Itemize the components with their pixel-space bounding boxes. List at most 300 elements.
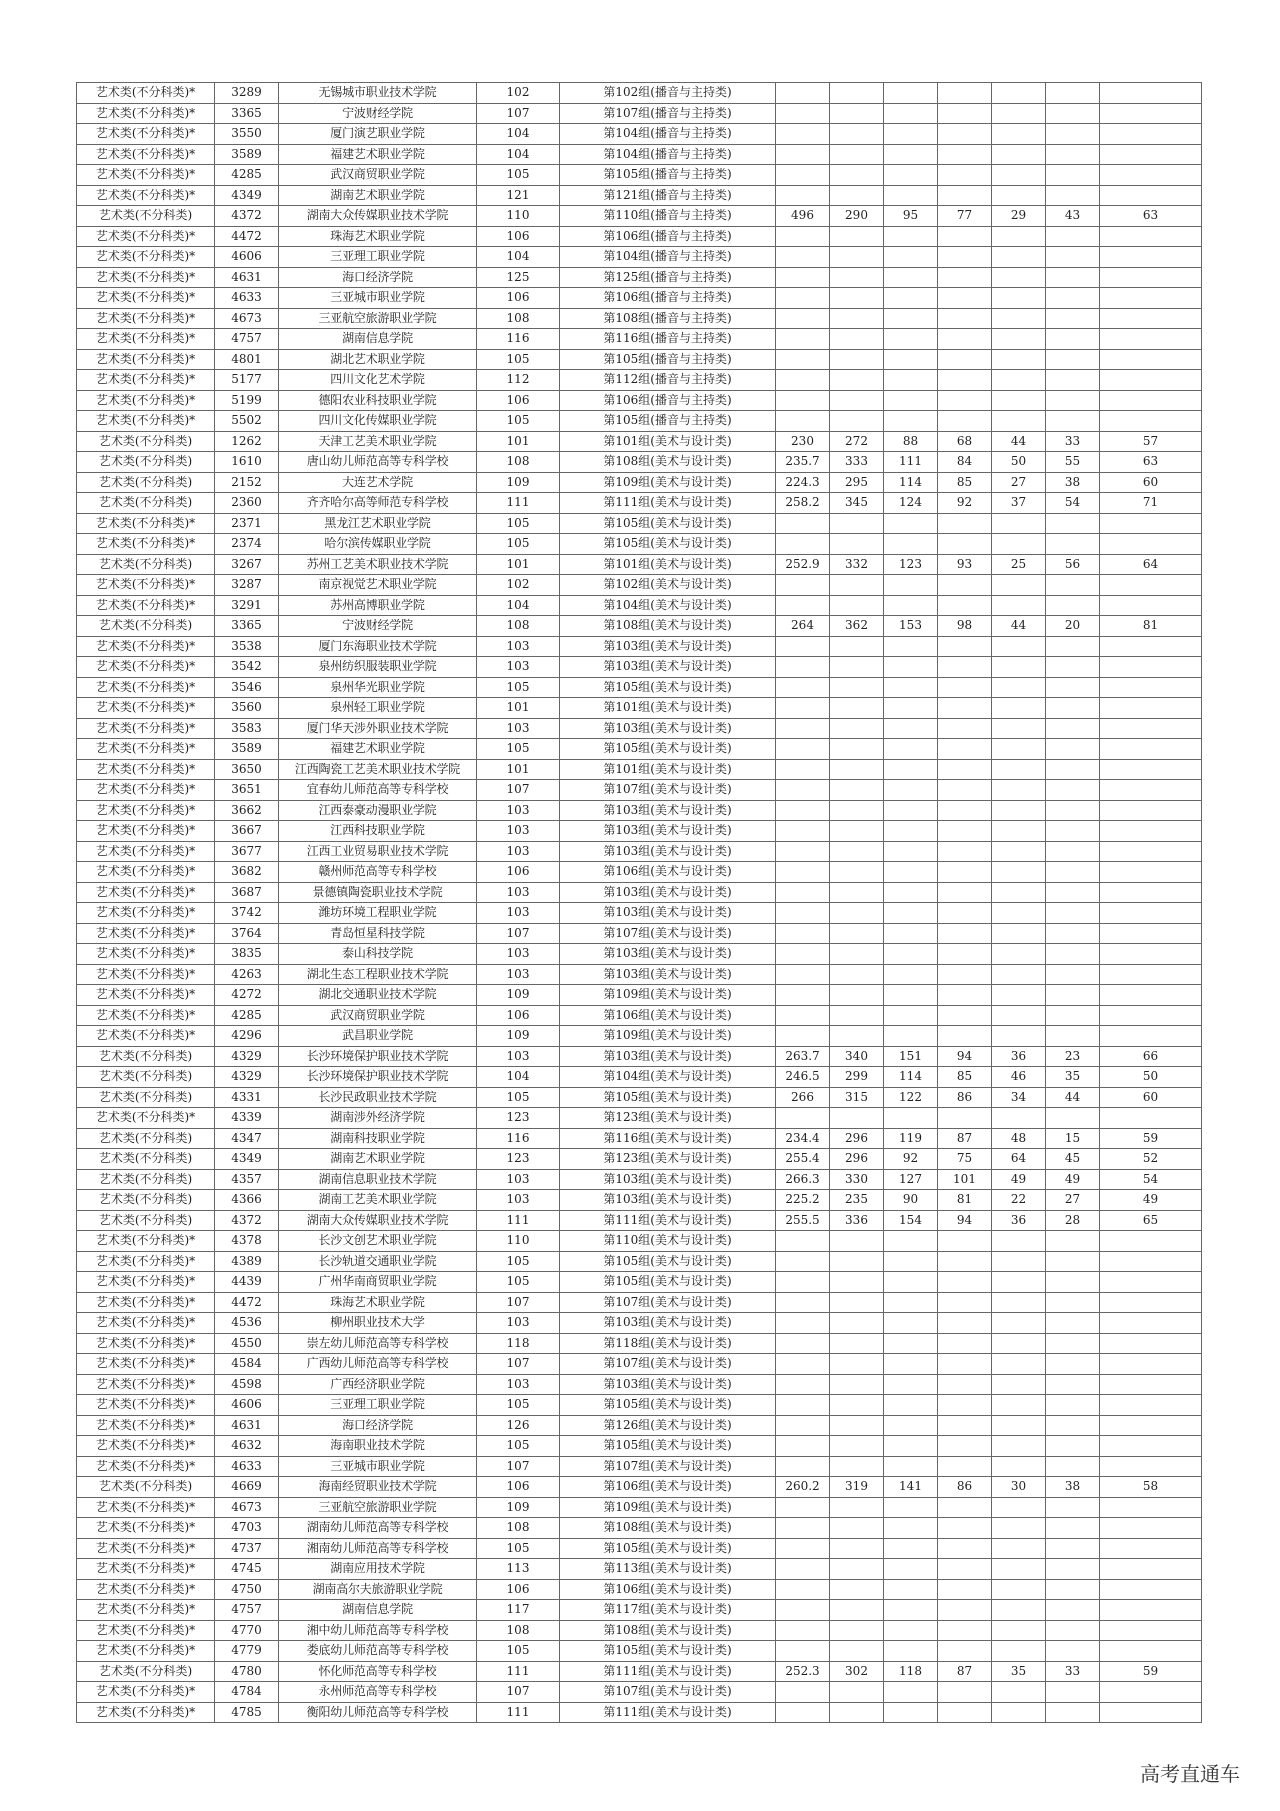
- cell-score-2: [884, 862, 938, 883]
- cell-total-score: 266.3: [776, 1169, 830, 1190]
- cell-score-5: 55: [1046, 452, 1100, 473]
- cell-score-4: [992, 985, 1046, 1006]
- cell-group-code: 105: [477, 739, 560, 760]
- cell-score-6: [1100, 985, 1202, 1006]
- table-row: [77, 124, 1202, 145]
- cell-score-5: [1046, 677, 1100, 698]
- cell-score-6: [1100, 1251, 1202, 1272]
- cell-group-name: 第101组(美术与设计类): [560, 554, 776, 575]
- cell-score-4: 27: [992, 472, 1046, 493]
- cell-category: 艺术类(不分科类)*: [77, 1354, 215, 1375]
- cell-score-3: [938, 1620, 992, 1641]
- cell-score-3: [938, 1641, 992, 1662]
- cell-score-1: [830, 1559, 884, 1580]
- cell-score-3: 85: [938, 1067, 992, 1088]
- cell-score-2: [884, 718, 938, 739]
- cell-score-4: [992, 247, 1046, 268]
- table-row: [77, 308, 1202, 329]
- cell-score-1: [830, 821, 884, 842]
- cell-score-5: [1046, 83, 1100, 104]
- cell-category: 艺术类(不分科类)*: [77, 1231, 215, 1252]
- cell-group-code: 104: [477, 1067, 560, 1088]
- cell-category: 艺术类(不分科类)*: [77, 1559, 215, 1580]
- cell-school-name: 四川文化传媒职业学院: [279, 411, 477, 432]
- cell-score-4: [992, 1579, 1046, 1600]
- cell-score-4: [992, 677, 1046, 698]
- cell-category: 艺术类(不分科类)*: [77, 739, 215, 760]
- cell-score-3: 87: [938, 1661, 992, 1682]
- cell-group-name: 第108组(美术与设计类): [560, 1620, 776, 1641]
- cell-score-4: [992, 185, 1046, 206]
- cell-school-code: 4536: [215, 1313, 279, 1334]
- cell-score-6: [1100, 636, 1202, 657]
- cell-total-score: [776, 1395, 830, 1416]
- cell-group-code: 101: [477, 759, 560, 780]
- cell-school-name: 海口经济学院: [279, 267, 477, 288]
- cell-group-name: 第112组(播音与主持类): [560, 370, 776, 391]
- cell-score-5: [1046, 124, 1100, 145]
- cell-group-name: 第109组(美术与设计类): [560, 1497, 776, 1518]
- cell-group-name: 第104组(美术与设计类): [560, 1067, 776, 1088]
- cell-group-code: 105: [477, 1272, 560, 1293]
- table-row: [77, 390, 1202, 411]
- cell-score-2: [884, 841, 938, 862]
- cell-score-2: 90: [884, 1190, 938, 1211]
- cell-school-code: 4801: [215, 349, 279, 370]
- cell-school-name: 江西科技职业学院: [279, 821, 477, 842]
- cell-score-3: [938, 1415, 992, 1436]
- cell-category: 艺术类(不分科类): [77, 1210, 215, 1231]
- cell-group-code: 123: [477, 1149, 560, 1170]
- cell-group-code: 106: [477, 1477, 560, 1498]
- cell-score-3: [938, 903, 992, 924]
- cell-school-code: 4329: [215, 1067, 279, 1088]
- cell-group-name: 第108组(美术与设计类): [560, 616, 776, 637]
- cell-school-name: 厦门演艺职业学院: [279, 124, 477, 145]
- cell-score-6: [1100, 923, 1202, 944]
- admission-score-table: [76, 82, 1202, 1723]
- cell-group-code: 111: [477, 1702, 560, 1723]
- cell-school-name: 三亚城市职业学院: [279, 288, 477, 309]
- cell-school-code: 3289: [215, 83, 279, 104]
- cell-school-code: 3546: [215, 677, 279, 698]
- cell-score-2: [884, 1108, 938, 1129]
- cell-score-4: 37: [992, 493, 1046, 514]
- cell-score-1: [830, 1497, 884, 1518]
- cell-score-1: [830, 124, 884, 145]
- cell-score-3: [938, 780, 992, 801]
- cell-score-1: 296: [830, 1128, 884, 1149]
- cell-score-4: [992, 411, 1046, 432]
- cell-school-code: 4349: [215, 185, 279, 206]
- cell-score-4: 50: [992, 452, 1046, 473]
- cell-score-3: 81: [938, 1190, 992, 1211]
- cell-group-code: 109: [477, 985, 560, 1006]
- cell-score-3: [938, 83, 992, 104]
- cell-score-5: [1046, 1395, 1100, 1416]
- cell-school-code: 3583: [215, 718, 279, 739]
- cell-total-score: [776, 1251, 830, 1272]
- cell-school-code: 4472: [215, 1292, 279, 1313]
- cell-score-6: [1100, 821, 1202, 842]
- cell-score-2: [884, 349, 938, 370]
- cell-category: 艺术类(不分科类): [77, 1067, 215, 1088]
- cell-score-3: [938, 329, 992, 350]
- cell-score-6: [1100, 841, 1202, 862]
- cell-score-5: [1046, 1005, 1100, 1026]
- cell-school-code: 2371: [215, 513, 279, 534]
- cell-score-4: [992, 1005, 1046, 1026]
- cell-score-5: [1046, 1518, 1100, 1539]
- cell-score-3: 87: [938, 1128, 992, 1149]
- cell-score-6: [1100, 185, 1202, 206]
- cell-score-3: [938, 698, 992, 719]
- cell-score-6: [1100, 677, 1202, 698]
- cell-school-code: 4331: [215, 1087, 279, 1108]
- cell-score-4: 35: [992, 1661, 1046, 1682]
- cell-score-6: [1100, 1395, 1202, 1416]
- cell-score-4: [992, 718, 1046, 739]
- cell-score-6: 81: [1100, 616, 1202, 637]
- cell-group-code: 105: [477, 534, 560, 555]
- cell-group-name: 第107组(美术与设计类): [560, 1292, 776, 1313]
- cell-score-4: [992, 308, 1046, 329]
- cell-score-1: [830, 985, 884, 1006]
- cell-group-name: 第103组(美术与设计类): [560, 1374, 776, 1395]
- cell-score-5: 49: [1046, 1169, 1100, 1190]
- cell-school-name: 湖南信息学院: [279, 1600, 477, 1621]
- cell-score-2: [884, 267, 938, 288]
- cell-score-2: [884, 1620, 938, 1641]
- cell-score-5: [1046, 780, 1100, 801]
- cell-category: 艺术类(不分科类)*: [77, 1251, 215, 1272]
- cell-group-name: 第103组(美术与设计类): [560, 636, 776, 657]
- cell-total-score: [776, 1374, 830, 1395]
- cell-group-code: 107: [477, 1292, 560, 1313]
- cell-group-code: 101: [477, 554, 560, 575]
- cell-total-score: [776, 1026, 830, 1047]
- cell-category: 艺术类(不分科类)*: [77, 759, 215, 780]
- cell-score-5: [1046, 575, 1100, 596]
- cell-group-name: 第101组(美术与设计类): [560, 698, 776, 719]
- cell-school-name: 潍坊环境工程职业学院: [279, 903, 477, 924]
- cell-school-name: 海口经济学院: [279, 1415, 477, 1436]
- cell-category: 艺术类(不分科类)*: [77, 800, 215, 821]
- cell-group-code: 103: [477, 882, 560, 903]
- cell-score-4: [992, 1026, 1046, 1047]
- cell-score-6: [1100, 1702, 1202, 1723]
- cell-score-2: 114: [884, 472, 938, 493]
- cell-school-name: 永州师范高等专科学校: [279, 1682, 477, 1703]
- cell-group-name: 第103组(美术与设计类): [560, 1313, 776, 1334]
- table-row: [77, 83, 1202, 104]
- cell-group-name: 第103组(美术与设计类): [560, 882, 776, 903]
- cell-group-code: 108: [477, 308, 560, 329]
- cell-group-code: 102: [477, 575, 560, 596]
- cell-score-5: [1046, 288, 1100, 309]
- cell-score-6: [1100, 698, 1202, 719]
- cell-score-5: [1046, 1292, 1100, 1313]
- cell-school-code: 4631: [215, 1415, 279, 1436]
- cell-total-score: [776, 800, 830, 821]
- table-row: [77, 575, 1202, 596]
- cell-group-code: 108: [477, 452, 560, 473]
- cell-total-score: [776, 390, 830, 411]
- cell-score-2: [884, 1313, 938, 1334]
- cell-score-1: [830, 1518, 884, 1539]
- cell-score-5: [1046, 1538, 1100, 1559]
- cell-score-4: [992, 1538, 1046, 1559]
- cell-category: 艺术类(不分科类)*: [77, 657, 215, 678]
- table-row: [77, 718, 1202, 739]
- cell-score-2: 127: [884, 1169, 938, 1190]
- table-row: [77, 247, 1202, 268]
- cell-school-code: 3687: [215, 882, 279, 903]
- cell-group-name: 第106组(播音与主持类): [560, 226, 776, 247]
- cell-score-4: 30: [992, 1477, 1046, 1498]
- table-row: [77, 1415, 1202, 1436]
- cell-category: 艺术类(不分科类)*: [77, 1292, 215, 1313]
- cell-category: 艺术类(不分科类)*: [77, 1600, 215, 1621]
- cell-school-name: 景德镇陶瓷职业技术学院: [279, 882, 477, 903]
- cell-group-code: 111: [477, 1210, 560, 1231]
- cell-score-1: [830, 1456, 884, 1477]
- cell-score-4: [992, 821, 1046, 842]
- cell-score-5: [1046, 349, 1100, 370]
- cell-school-code: 4737: [215, 1538, 279, 1559]
- cell-score-5: [1046, 513, 1100, 534]
- cell-score-5: [1046, 1313, 1100, 1334]
- cell-score-3: [938, 923, 992, 944]
- cell-group-name: 第101组(美术与设计类): [560, 431, 776, 452]
- table-row: [77, 780, 1202, 801]
- cell-group-name: 第107组(播音与主持类): [560, 103, 776, 124]
- cell-group-code: 121: [477, 185, 560, 206]
- table-row: [77, 103, 1202, 124]
- cell-score-6: [1100, 1600, 1202, 1621]
- cell-total-score: 255.4: [776, 1149, 830, 1170]
- cell-category: 艺术类(不分科类)*: [77, 247, 215, 268]
- table-row: [77, 985, 1202, 1006]
- cell-score-2: [884, 1292, 938, 1313]
- cell-score-4: [992, 1641, 1046, 1662]
- cell-group-name: 第109组(美术与设计类): [560, 472, 776, 493]
- table-row: [77, 821, 1202, 842]
- cell-score-6: 66: [1100, 1046, 1202, 1067]
- cell-score-1: [830, 226, 884, 247]
- cell-category: 艺术类(不分科类)*: [77, 862, 215, 883]
- cell-score-2: [884, 985, 938, 1006]
- cell-school-code: 5177: [215, 370, 279, 391]
- cell-school-name: 江西工业贸易职业技术学院: [279, 841, 477, 862]
- cell-score-1: [830, 390, 884, 411]
- table-row: [77, 329, 1202, 350]
- cell-score-4: [992, 1292, 1046, 1313]
- cell-score-3: [938, 288, 992, 309]
- cell-group-name: 第123组(美术与设计类): [560, 1108, 776, 1129]
- cell-group-name: 第111组(美术与设计类): [560, 1702, 776, 1723]
- cell-school-code: 3365: [215, 103, 279, 124]
- cell-score-6: [1100, 1108, 1202, 1129]
- cell-score-3: [938, 575, 992, 596]
- cell-score-1: [830, 1272, 884, 1293]
- cell-score-1: [830, 1354, 884, 1375]
- cell-score-5: [1046, 1641, 1100, 1662]
- cell-score-6: [1100, 1559, 1202, 1580]
- cell-score-5: [1046, 1497, 1100, 1518]
- table-row: [77, 1292, 1202, 1313]
- cell-total-score: [776, 1415, 830, 1436]
- cell-score-1: 315: [830, 1087, 884, 1108]
- cell-category: 艺术类(不分科类)*: [77, 329, 215, 350]
- cell-score-5: [1046, 1456, 1100, 1477]
- cell-school-code: 4372: [215, 1210, 279, 1231]
- cell-group-name: 第103组(美术与设计类): [560, 1190, 776, 1211]
- cell-score-6: [1100, 1292, 1202, 1313]
- cell-score-2: [884, 226, 938, 247]
- cell-school-name: 海南经贸职业技术学院: [279, 1477, 477, 1498]
- cell-school-name: 泰山科技学院: [279, 944, 477, 965]
- cell-group-code: 105: [477, 1641, 560, 1662]
- table-row: [77, 452, 1202, 473]
- cell-score-6: [1100, 657, 1202, 678]
- cell-score-3: [938, 1251, 992, 1272]
- cell-group-name: 第104组(播音与主持类): [560, 144, 776, 165]
- cell-score-6: [1100, 1538, 1202, 1559]
- cell-score-3: [938, 1333, 992, 1354]
- cell-group-name: 第103组(美术与设计类): [560, 821, 776, 842]
- cell-group-name: 第104组(美术与设计类): [560, 595, 776, 616]
- cell-score-4: [992, 657, 1046, 678]
- cell-group-code: 107: [477, 1354, 560, 1375]
- cell-score-2: [884, 1702, 938, 1723]
- cell-score-6: 65: [1100, 1210, 1202, 1231]
- cell-school-name: 厦门东海职业技术学院: [279, 636, 477, 657]
- table-row: [77, 1682, 1202, 1703]
- cell-group-name: 第121组(播音与主持类): [560, 185, 776, 206]
- cell-total-score: 224.3: [776, 472, 830, 493]
- table-row: [77, 1456, 1202, 1477]
- cell-school-name: 三亚航空旅游职业学院: [279, 1497, 477, 1518]
- cell-score-5: 33: [1046, 431, 1100, 452]
- cell-score-5: [1046, 1415, 1100, 1436]
- table-row: [77, 1600, 1202, 1621]
- cell-score-4: 34: [992, 1087, 1046, 1108]
- cell-group-code: 112: [477, 370, 560, 391]
- cell-score-3: [938, 964, 992, 985]
- cell-score-2: [884, 1579, 938, 1600]
- cell-total-score: [776, 759, 830, 780]
- table-row: [77, 1333, 1202, 1354]
- cell-score-5: 45: [1046, 1149, 1100, 1170]
- cell-total-score: 258.2: [776, 493, 830, 514]
- cell-group-name: 第105组(美术与设计类): [560, 1087, 776, 1108]
- table-row: [77, 1231, 1202, 1252]
- cell-score-6: 60: [1100, 472, 1202, 493]
- cell-score-6: [1100, 903, 1202, 924]
- table-row: [77, 882, 1202, 903]
- cell-score-3: 94: [938, 1046, 992, 1067]
- cell-score-2: [884, 1497, 938, 1518]
- cell-school-code: 2360: [215, 493, 279, 514]
- cell-total-score: 266: [776, 1087, 830, 1108]
- cell-score-5: [1046, 1702, 1100, 1723]
- cell-category: 艺术类(不分科类)*: [77, 780, 215, 801]
- cell-score-1: [830, 882, 884, 903]
- cell-score-1: 302: [830, 1661, 884, 1682]
- cell-score-5: 33: [1046, 1661, 1100, 1682]
- cell-school-name: 长沙环境保护职业技术学院: [279, 1067, 477, 1088]
- cell-score-4: [992, 636, 1046, 657]
- cell-score-1: [830, 841, 884, 862]
- cell-score-1: [830, 1026, 884, 1047]
- cell-total-score: [776, 534, 830, 555]
- cell-group-name: 第105组(美术与设计类): [560, 1641, 776, 1662]
- cell-score-3: 93: [938, 554, 992, 575]
- cell-group-code: 103: [477, 821, 560, 842]
- cell-school-name: 三亚理工职业学院: [279, 1395, 477, 1416]
- cell-school-name: 湖南艺术职业学院: [279, 1149, 477, 1170]
- cell-score-4: [992, 1682, 1046, 1703]
- cell-score-1: 299: [830, 1067, 884, 1088]
- table-row: [77, 677, 1202, 698]
- cell-group-name: 第106组(美术与设计类): [560, 862, 776, 883]
- cell-school-code: 4347: [215, 1128, 279, 1149]
- cell-score-6: [1100, 103, 1202, 124]
- cell-group-code: 107: [477, 1682, 560, 1703]
- cell-score-2: 122: [884, 1087, 938, 1108]
- cell-group-code: 105: [477, 349, 560, 370]
- cell-school-code: 4780: [215, 1661, 279, 1682]
- cell-score-1: [830, 1005, 884, 1026]
- cell-score-3: [938, 636, 992, 657]
- cell-score-4: [992, 923, 1046, 944]
- cell-group-name: 第111组(美术与设计类): [560, 1661, 776, 1682]
- cell-group-code: 105: [477, 677, 560, 698]
- cell-score-6: [1100, 1497, 1202, 1518]
- cell-score-1: [830, 698, 884, 719]
- cell-group-code: 103: [477, 800, 560, 821]
- cell-score-3: [938, 247, 992, 268]
- cell-category: 艺术类(不分科类): [77, 1169, 215, 1190]
- cell-group-name: 第105组(播音与主持类): [560, 165, 776, 186]
- cell-score-4: [992, 1702, 1046, 1723]
- cell-score-3: [938, 985, 992, 1006]
- cell-score-4: 49: [992, 1169, 1046, 1190]
- cell-group-name: 第103组(美术与设计类): [560, 1046, 776, 1067]
- cell-score-4: [992, 165, 1046, 186]
- cell-school-code: 3542: [215, 657, 279, 678]
- cell-school-name: 娄底幼儿师范高等专科学校: [279, 1641, 477, 1662]
- cell-group-code: 116: [477, 1128, 560, 1149]
- cell-score-1: 340: [830, 1046, 884, 1067]
- cell-score-5: [1046, 165, 1100, 186]
- cell-score-4: 22: [992, 1190, 1046, 1211]
- cell-school-name: 泉州轻工职业学院: [279, 698, 477, 719]
- cell-group-code: 107: [477, 1456, 560, 1477]
- cell-total-score: 225.2: [776, 1190, 830, 1211]
- cell-group-name: 第103组(美术与设计类): [560, 944, 776, 965]
- cell-group-code: 108: [477, 1620, 560, 1641]
- cell-category: 艺术类(不分科类)*: [77, 1313, 215, 1334]
- cell-total-score: [776, 739, 830, 760]
- cell-score-1: [830, 1620, 884, 1641]
- cell-school-name: 三亚航空旅游职业学院: [279, 308, 477, 329]
- cell-total-score: [776, 247, 830, 268]
- cell-school-name: 广西幼儿师范高等专科学校: [279, 1354, 477, 1375]
- cell-school-code: 4633: [215, 1456, 279, 1477]
- cell-category: 艺术类(不分科类)*: [77, 718, 215, 739]
